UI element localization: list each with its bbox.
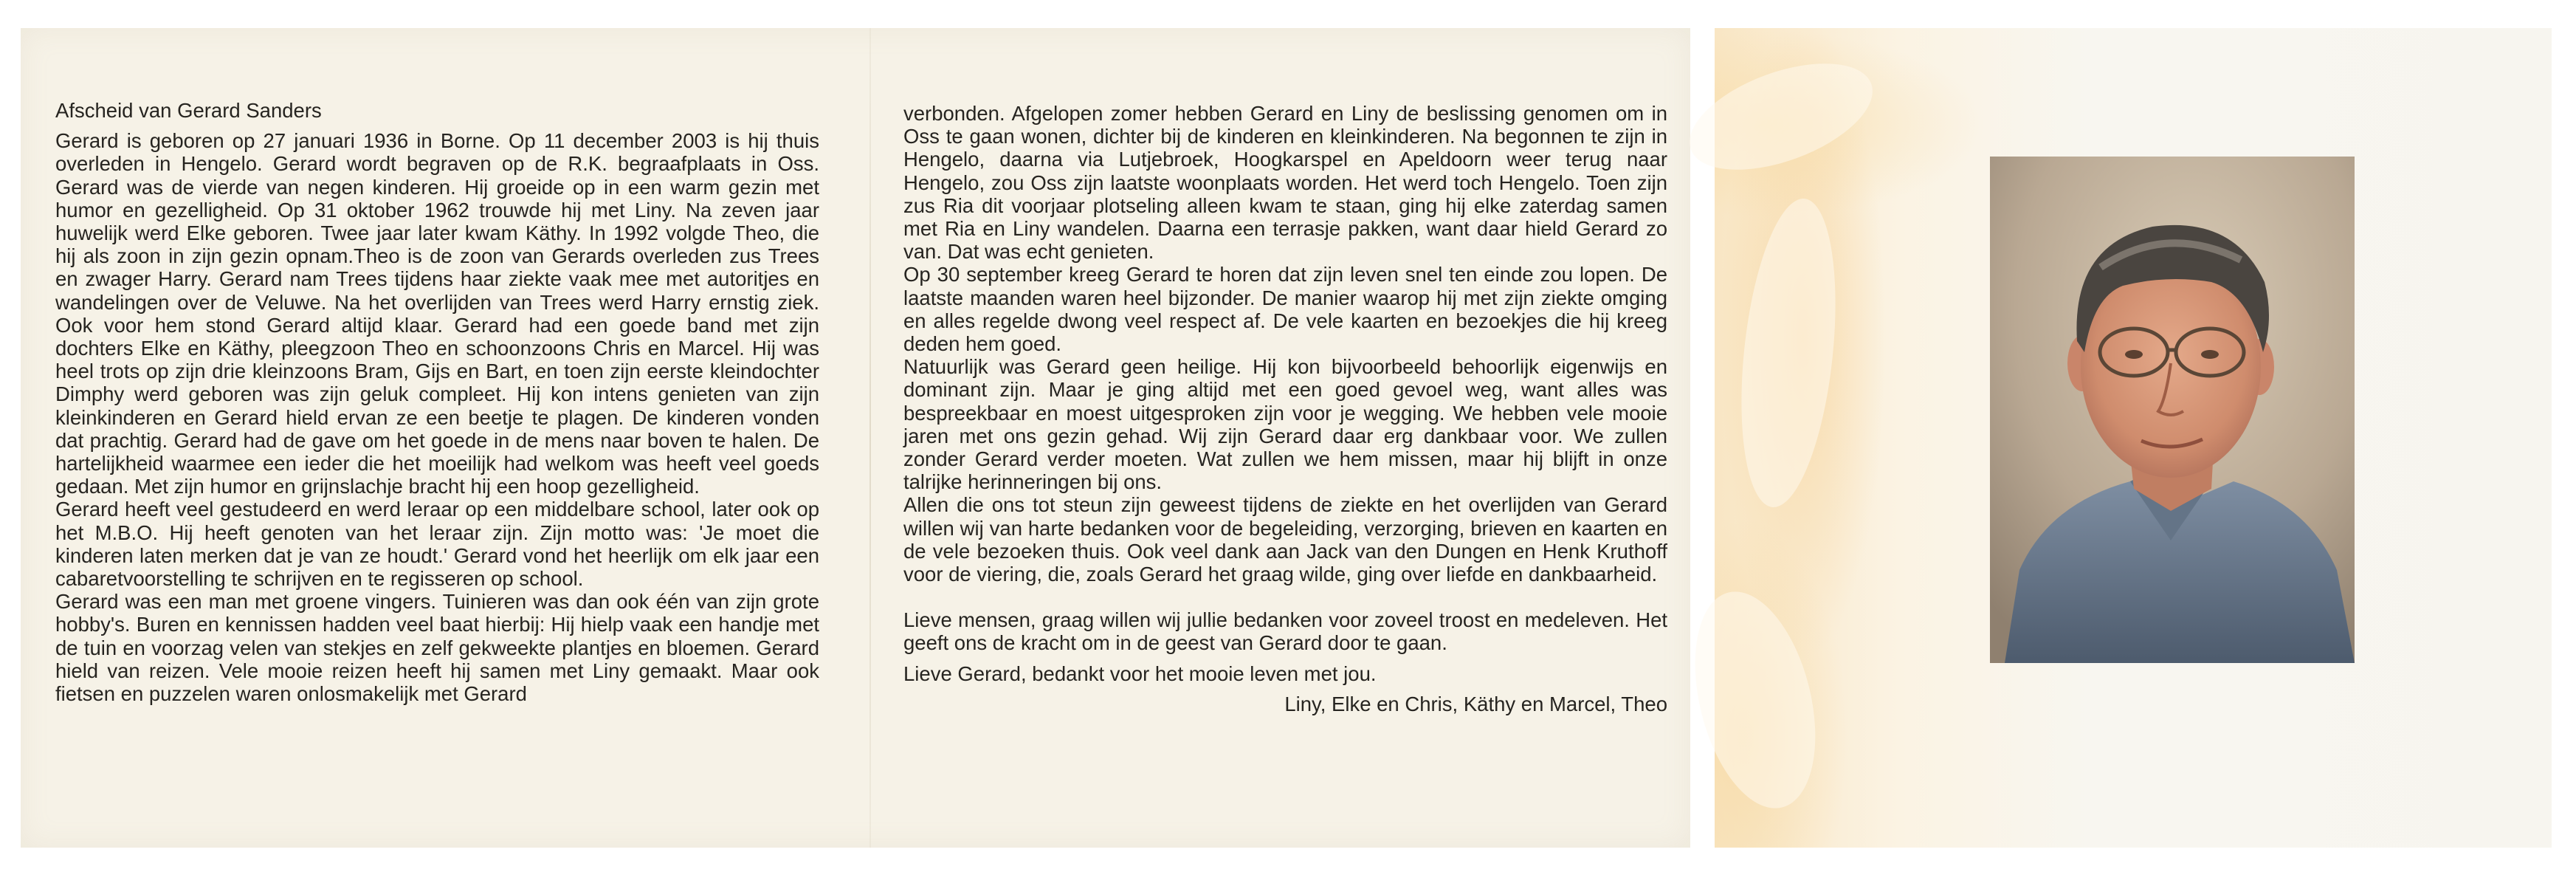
flower-petal-decoration bbox=[1675, 579, 1836, 820]
letter-heading: Afscheid van Gerard Sanders bbox=[55, 99, 322, 122]
signature: Liny, Elke en Chris, Käthy en Marcel, Theo bbox=[1284, 692, 1667, 715]
letter-paragraph: Gerard heeft veel gestudeerd en werd leraar op een middelbare school, later ook op het M.B.O. Hij heeft genoten van het leraar zijn. Zijn motto was: 'Je moet die kinderen laten merken dat je van ze houdt.' Gerard vond het heerlijk om elk jaar een cabaretvoorstelling te schrijven en te regisseren op school. bbox=[55, 498, 819, 591]
fold-line bbox=[869, 28, 871, 848]
letter-paragraph: verbonden. Afgelopen zomer hebben Gerard en Liny de beslissing genomen om in Oss te gaan wonen, dichter bij de kinderen en kleinkinderen. Na begonnen te zijn in Hengelo, daarna via Lutjebroek, Hoogkarspel en Apeldoorn weer terug naar Hengelo, zou Oss zijn laatste woonplaats worden. Het werd toch Hengelo. Toen zijn zus Ria dit voorjaar plotseling alleen kwam te staan, ging hij elke zaterdag samen met Ria en Liny wandelen. Daarna een terrasje pakken, want daar hield Gerard zo van. Dat was echt genieten. bbox=[903, 102, 1667, 264]
closing-text: Lieve mensen, graag willen wij jullie bedanken voor zoveel troost en medeleven. Het geeft ons de kracht om in de geest van Gerard door te gaan. bbox=[903, 608, 1667, 655]
letter-right-column bbox=[903, 102, 1667, 715]
photo-card bbox=[1715, 28, 2552, 848]
memorial-letter bbox=[21, 28, 1690, 848]
letter-paragraph: Op 30 september kreeg Gerard te horen dat zijn leven snel ten einde zou lopen. De laatste maanden waren heel bijzonder. De manier waarop hij met zijn ziekte omging en alles regelde dwong veel respect af. De vele kaarten en bezoekjes die hij kreeg deden hem goed. bbox=[903, 263, 1667, 356]
letter-paragraph: Allen die ons tot steun zijn geweest tijdens de ziekte en het overlijden van Gerard willen wij van harte bedanken voor de begeleiding, verzorging, brieven en kaarten en de vele bezoeken thuis. Ook veel dank aan Jack van den Dungen en Henk Kruthoff voor de viering, die, zoals Gerard het graag wilde, ging over liefde en dankbaarheid. bbox=[903, 493, 1667, 586]
flower-petal-decoration bbox=[1676, 42, 1886, 191]
flower-petal-decoration bbox=[1728, 194, 1848, 512]
portrait-photo bbox=[1990, 157, 2355, 663]
letter-paragraph: Gerard is geboren op 27 januari 1936 in Borne. Op 11 december 2003 is hij thuis overleden in Hengelo. Gerard wordt begraven op de R.K. begraafplaats in Oss. Gerard was de vierde van negen kinderen. Hij groeide op in een warm gezin met humor en gezelligheid. Op 31 oktober 1962 trouwde hij met Liny. Na zeven jaar huwelijk werd Elke geboren. Twee jaar later kwam Käthy. In 1992 volgde Theo, die hij als zoon in zijn gezin opnam.Theo is de zoon van Gerards overleden zus Trees en zwager Harry. Gerard nam Trees tijdens haar ziekte vaak mee met autoritjes en wandelingen over de Veluwe. Na het overlijden van Trees werd Harry ernstig ziek. Ook voor hem stond Gerard altijd klaar. Gerard had een goede band met zijn dochters Elke en Käthy, pleegzoon Theo en schoonzoons Chris en Marcel. Hij was heel trots op zijn drie kleinzoons Bram, Gijs en Bart, en toen zijn eerste kleindochter Dimphy werd geboren was zijn geluk compleet. Hij kon intens genieten van zijn kleinkinderen en Gerard hield ervan ze een beetje te plagen. De kinderen vonden dat prachtig. Gerard had de gave om het goede in de mens naar boven te halen. De hartelijkheid waarmee een ieder die het moeilijk had welkom was heeft veel goeds gedaan. Met zijn humor en grijnslachje bracht hij een hoop gezelligheid. bbox=[55, 129, 819, 498]
closing-text: Lieve Gerard, bedankt voor het mooie leven met jou. bbox=[903, 662, 1377, 685]
letter-left-column bbox=[55, 99, 819, 705]
letter-paragraph: Gerard was een man met groene vingers. Tuinieren was dan ook één van zijn grote hobby's. Buren en kennissen hadden veel baat hierbij: Hij hielp vaak een handje met de tuin en voorzag velen van stekjes en zelf gekweekte plantjes en bloemen. Gerard hield van reizen. Vele mooie reizen heeft hij samen met Liny gemaakt. Maar ook fietsen en puzzelen waren onlosmakelijk met Gerard bbox=[55, 590, 819, 706]
letter-paragraph: Natuurlijk was Gerard geen heilige. Hij kon bijvoorbeeld behoorlijk eigenwijs en dominant zijn. Maar je ging altijd met een goed gevoel weg, want alles was bespreekbaar en moest uitgesproken zijn voor je wegging. We hebben vele mooie jaren met ons gezin gehad. Wij zijn Gerard daar erg dankbaar voor. We zullen zonder Gerard verder moeten. Wat zullen we hem missen, maar hij blijft in onze talrijke herinneringen bij ons. bbox=[903, 355, 1667, 494]
